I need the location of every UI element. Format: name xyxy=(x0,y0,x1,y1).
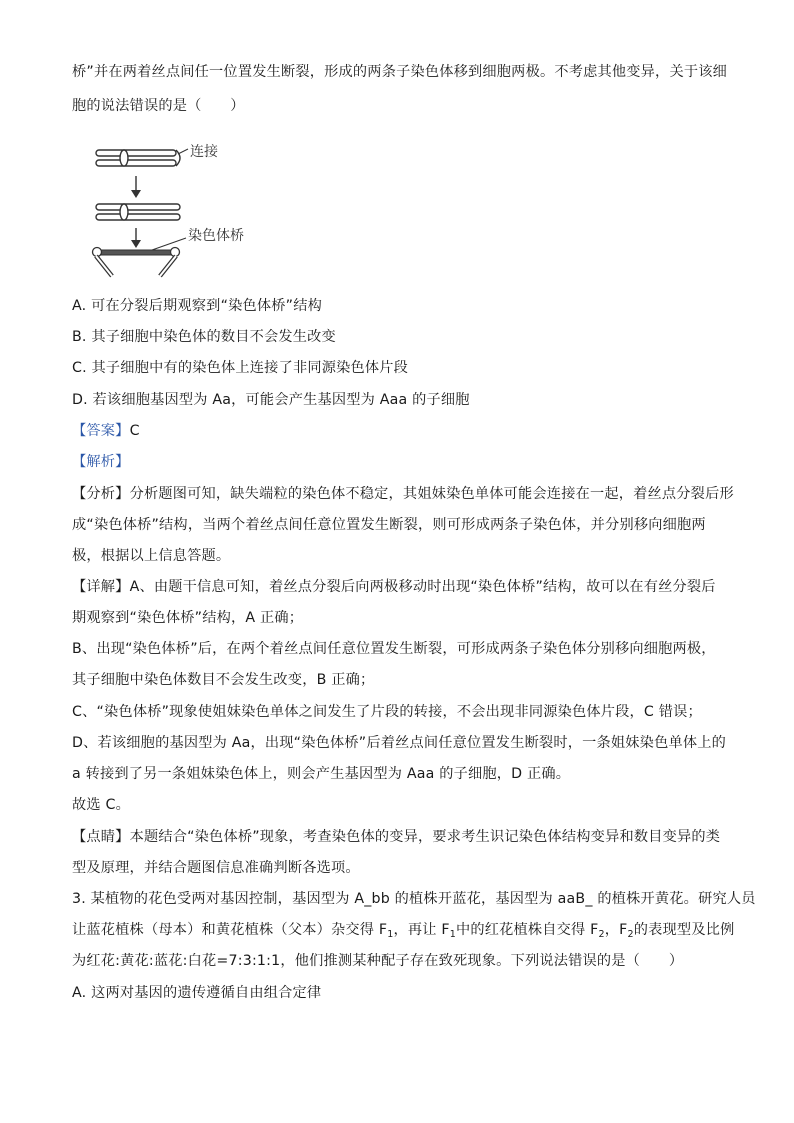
label-connection: 连接 xyxy=(190,144,218,160)
analysis-head: 【分析】 xyxy=(72,486,130,502)
detail-paragraph-line xyxy=(72,577,716,597)
connected-chromatids-diagram xyxy=(96,149,188,166)
detail-text: a 转接到了另一条姐妹染色体上，则会产生基因型为 Aaa 的子细胞，D 正确。 xyxy=(72,766,571,782)
chromosome-bridge-diagram xyxy=(93,238,187,276)
down-arrow-icon xyxy=(131,176,141,198)
option-b: B. 其子细胞中染色体的数目不会发生改变 xyxy=(72,329,336,345)
question-3-line: 为红花:黄花:蓝花:白花=7:3:1:1，他们推测某种配子存在致死现象。下列说法错误的是（ ） xyxy=(72,953,684,969)
chromosome-bridge-figure xyxy=(88,136,248,286)
detail-text: D、若该细胞的基因型为 Aa，出现“染色体桥”后着丝点间任意位置发生断裂时，一条姐妹染色单体上的 xyxy=(72,735,727,751)
question-stem-line: 桥”并在两着丝点间任一位置发生断裂，形成的两条子染色体移到细胞两极。不考虑其他变异，关于该细 xyxy=(72,64,727,80)
detail-text: 期观察到“染色体桥”结构，A 正确； xyxy=(72,610,304,626)
subscript: 1 xyxy=(387,929,394,940)
note-text: 本题结合“染色体桥”现象，考查染色体的变异，要求考生识记染色体结构变异和数目变异的类 xyxy=(129,829,721,845)
answer-value: C xyxy=(129,423,140,439)
note-text: 型及原理，并结合题图信息准确判断各选项。 xyxy=(72,860,360,876)
analysis-text: 分析题图可知，缺失端粒的染色体不稳定，其姐妹染色单体可能会连接在一起，着丝点分裂后形 xyxy=(129,486,734,502)
q3-text: 让蓝花植株（母本）和黄花植株（父本）杂交得 F xyxy=(72,922,388,938)
analysis-label xyxy=(72,452,130,472)
question-3-line xyxy=(72,920,734,940)
answer-label: 【答案】 xyxy=(72,423,130,439)
detail-text: A、由题干信息可知，着丝点分裂后向两极移动时出现“染色体桥”结构，故可以在有丝分裂后 xyxy=(129,579,716,595)
dicentric-chromatids-diagram xyxy=(96,204,180,220)
q3-option-a: A. 这两对基因的遗传遵循自由组合定律 xyxy=(72,985,322,1001)
detail-text: B、出现“染色体桥”后，在两个着丝点间任意位置发生断裂，可形成两条子染色体分别移向细胞两极， xyxy=(72,641,716,657)
note-head: 【点睛】 xyxy=(72,829,130,845)
note-paragraph-line xyxy=(72,827,720,847)
analysis-text: 成“染色体桥”结构，当两个着丝点间任意位置发生断裂，则可形成两条子染色体，并分别移向细胞两 xyxy=(72,517,706,533)
analysis-label-text: 【解析】 xyxy=(72,454,130,470)
down-arrow-icon xyxy=(131,228,141,248)
conclusion-text: 故选 C。 xyxy=(72,797,130,813)
q3-text: 中的红花植株自交得 F xyxy=(455,922,599,938)
subscript: 2 xyxy=(627,929,634,940)
option-a: A. 可在分裂后期观察到“染色体桥”结构 xyxy=(72,298,322,314)
q3-text: 的表现型及比例 xyxy=(633,922,735,938)
analysis-text: 极，根据以上信息答题。 xyxy=(72,548,231,564)
label-chromosome-bridge: 染色体桥 xyxy=(188,228,244,244)
option-c: C. 其子细胞中有的染色体上连接了非同源染色体片段 xyxy=(72,360,409,376)
detail-text: C、“染色体桥”现象使姐妹染色单体之间发生了片段的转接，不会出现非同源染色体片段，C 错误； xyxy=(72,704,702,720)
q3-text: ，再让 F xyxy=(393,922,450,938)
question-3-line: 3. 某植物的花色受两对基因控制，基因型为 A_bb 的植株开蓝花，基因型为 aaB_ 的植株开黄花。研究人员 xyxy=(72,891,756,907)
subscript: 2 xyxy=(598,929,605,940)
answer-line xyxy=(72,421,140,441)
detail-text: 其子细胞中染色体数目不会发生改变，B 正确； xyxy=(72,672,375,688)
detail-head: 【详解】 xyxy=(72,579,130,595)
question-stem-line: 胞的说法错误的是（ ） xyxy=(72,98,245,114)
option-d: D. 若该细胞基因型为 Aa，可能会产生基因型为 Aaa 的子细胞 xyxy=(72,392,470,408)
q3-text: ，F xyxy=(604,922,628,938)
analysis-paragraph-line xyxy=(72,484,734,504)
subscript: 1 xyxy=(449,929,456,940)
